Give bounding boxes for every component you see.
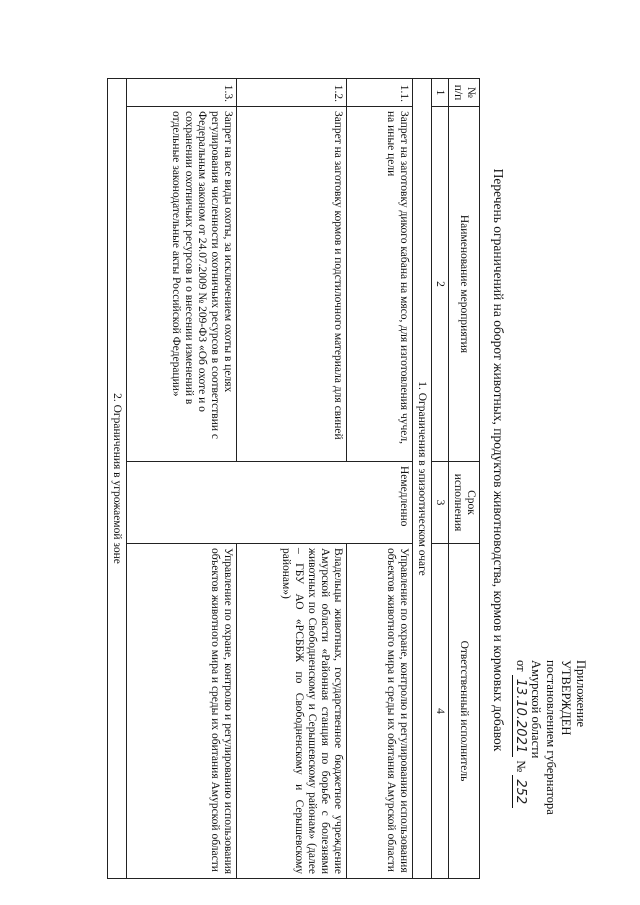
approval-stamp	[513, 660, 588, 880]
approval-appendix: Приложение	[574, 660, 588, 728]
number-prefix: №	[514, 760, 528, 773]
date-prefix: от	[514, 660, 528, 672]
section-row	[413, 79, 432, 879]
column-number: 3	[432, 462, 449, 544]
header-executor: Ответственный исполнитель	[449, 544, 480, 879]
column-number: 2	[432, 107, 449, 462]
row-measure: Запрет на заготовку кормов и подстилочного материала для свиней	[237, 107, 347, 462]
section-heading-1: 1. Ограничения в эпизоотическом очаге	[413, 79, 432, 879]
header-deadline: Срок исполнения	[449, 462, 480, 544]
row-executor: Владельцы животных, государственное бюджетное учреждение Амурской области «Районная станция по борьбе с болезнями животных по Свободненскому и Серышевскому районам» (далее – ГБУ АО «РСББЖ по Свободненскому и Серышевскому районам»)	[237, 544, 347, 879]
row-executor: Управление по охране, контролю и регулированию использования объектов животного мира и среды их обитания Амурской области	[127, 544, 237, 879]
approval-approved: УТВЕРЖДЕН	[559, 660, 573, 736]
document-title: Перечень ограничений на оборот животных, продуктов животноводства, кормов и кормовых добавок	[491, 168, 506, 752]
approval-number: 252	[512, 775, 528, 808]
table-header-row	[449, 79, 480, 879]
restrictions-table	[107, 78, 480, 879]
row-number: 1.2.	[237, 79, 347, 107]
approval-date-line	[513, 660, 528, 880]
approval-decree: постановлением губернатора	[544, 660, 558, 815]
approval-date: 13.10.2021	[512, 675, 528, 757]
row-deadline: Немедленно	[127, 462, 413, 544]
row-number: 1.3.	[127, 79, 237, 107]
section-heading-2: 2. Ограничения в угрожаемой зоне	[108, 79, 127, 879]
header-number: № п/п	[449, 79, 480, 107]
section-row	[108, 79, 127, 879]
row-executor: Управление по охране, контролю и регулированию использования объектов животного мира и среды их обитания Амурской области	[347, 544, 413, 879]
row-measure: Запрет на заготовку дикого кабана на мясо, для изготовления чучел, на иные цели	[347, 107, 413, 462]
row-measure: Запрет на все виды охоты, за исключением охоты в целях регулирования численности охотничьих ресурсов в соответствии с Федеральным законом от 24.07.2009 № 209-ФЗ «Об охоте и о сохранении охотничьих ресурсов и о внесении изменений в отдельные законодательные акты Российской Федерации»	[127, 107, 237, 462]
column-number: 4	[432, 544, 449, 879]
table-row	[347, 79, 413, 879]
row-number: 1.1.	[347, 79, 413, 107]
approval-region: Амурской области	[529, 660, 543, 759]
column-number: 1	[432, 79, 449, 107]
column-number-row	[432, 79, 449, 879]
header-measure: Наименование мероприятия	[449, 107, 480, 462]
